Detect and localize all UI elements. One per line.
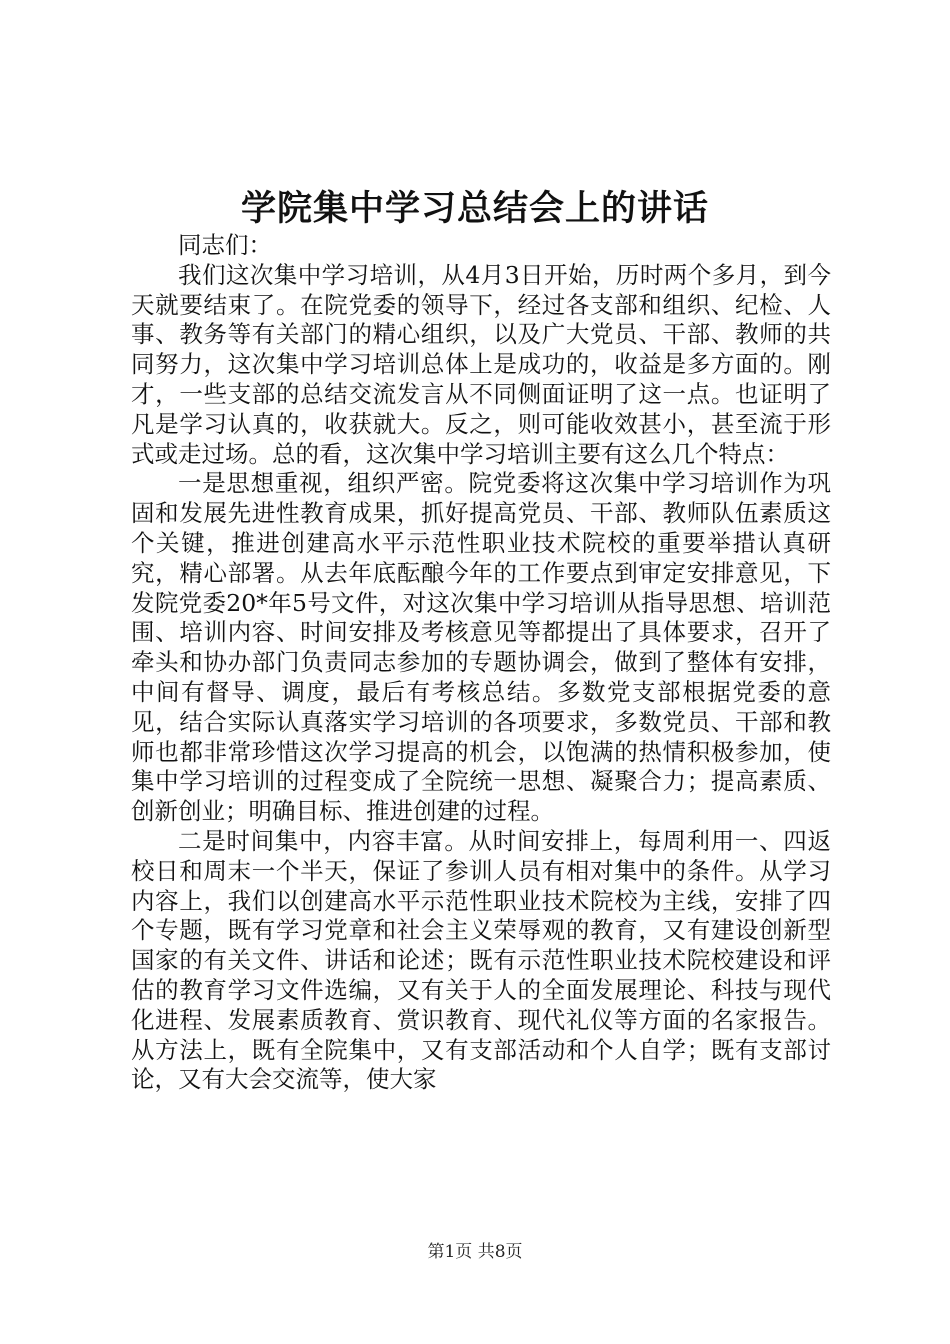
paragraph-3: 二是时间集中，内容丰富。从时间安排上，每周利用一、四返校日和周末一个半天，保证了参训人员有相对集中的条件。从学习内容上，我们以创建高水平示范性职业技术院校为主线，安排了四个专题，既有学习党章和社会主义荣辱观的教育，又有建设创新型国家的有关文件、讲话和论述；既有示范性职业技术院校建设和评估的教育学习文件选编，又有关于人的全面发展理论、科技与现代化进程、发展素质教育、赏识教育、现代礼仪等方面的名家报告。从方法上，既有全院集中，又有支部活动和个人自学；既有支部讨论，又有大会交流等，使大家	[131, 826, 831, 1094]
paragraph-2: 一是思想重视，组织严密。院党委将这次集中学习培训作为巩固和发展先进性教育成果，抓好提高党员、干部、教师队伍素质这个关键，推进创建高水平示范性职业技术院校的重要举措认真研究，精心部署。从去年底酝酿今年的工作要点到审定安排意见，下发院党委20*年5号文件，对这次集中学习培训从指导思想、培训范围、培训内容、时间安排及考核意见等都提出了具体要求，召开了牵头和协办部门负责同志参加的专题协调会，做到了整体有安排，中间有督导、调度，最后有考核总结。多数党支部根据党委的意见，结合实际认真落实学习培训的各项要求，多数党员、干部和教师也都非常珍惜这次学习提高的机会，以饱满的热情积极参加，使集中学习培训的过程变成了全院统一思想、凝聚合力；提高素质、创新创业；明确目标、推进创建的过程。	[131, 469, 831, 826]
page-number: 第1页 共8页	[427, 1242, 523, 1262]
paragraph-1: 我们这次集中学习培训，从4月3日开始，历时两个多月，到今天就要结束了。在院党委的领导下，经过各支部和组织、纪检、人事、教务等有关部门的精心组织，以及广大党员、干部、教师的共同努力，这次集中学习培训总体上是成功的，收益是多方面的。刚才，一些支部的总结交流发言从不同侧面证明了这一点。也证明了凡是学习认真的，收获就大。反之，则可能收效甚小，甚至流于形式或走过场。总的看，这次集中学习培训主要有这么几个特点：	[131, 260, 831, 468]
document-title: 学院集中学习总结会上的讲话	[240, 189, 709, 229]
document-body	[131, 231, 831, 1095]
greeting: 同志们：	[178, 231, 272, 259]
